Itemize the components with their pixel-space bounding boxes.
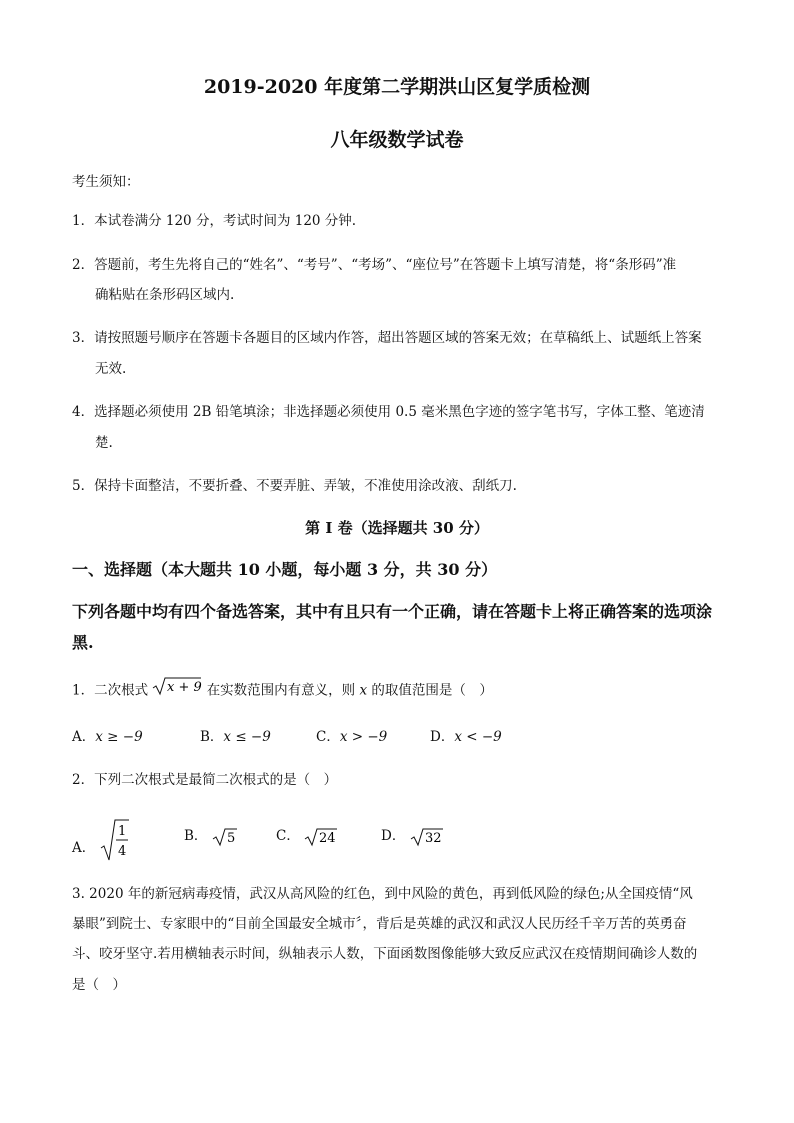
question-1	[72, 678, 493, 704]
q1-radicand: x + 9	[167, 680, 203, 695]
notice-item-4: 4．选择题必须使用 2B 铅笔填涂；非选择题必须使用 0.5 毫米黑色字迹的签字笔书写，字体工整、笔迹清	[72, 404, 705, 420]
section-heading: 一、选择题（本大题共 10 小题，每小题 3 分，共 30 分）	[72, 560, 498, 579]
question-3-line-3: 斗、咬牙坚守.若用横轴表示时间，纵轴表示人数，下面函数图像能够大致反应武汉在疫情期间确诊人数的	[72, 946, 698, 962]
q2-option-c[interactable]: C． 24	[276, 826, 338, 847]
exam-title: 2019-2020 年度第二学期洪山区复学质检测	[203, 76, 591, 98]
question-3-line-2: 暴眼”到院士、专家眼中的“目前全国最安全城市〞，背后是英雄的武汉和武汉人民历经千辛万苦的英勇奋	[72, 916, 687, 932]
q1-radical	[152, 676, 202, 702]
question-3-line-1: 3. 2020 年的新冠病毒疫情，武汉从高风险的红色，到中风险的黄色，再到低风险的绿色;从全国疫情“风	[72, 886, 693, 902]
instruction-line-2: 黑.	[72, 633, 94, 652]
q1-option-c[interactable]: C．x > −9	[316, 729, 388, 745]
q1-option-b[interactable]: B．x ≤ −9	[200, 729, 271, 745]
q2-option-a[interactable]: A． 1 4	[72, 818, 130, 862]
notice-label: 考生须知：	[72, 174, 140, 190]
exam-subtitle: 八年级数学试卷	[330, 129, 464, 151]
q2-option-d[interactable]: D． 32	[381, 826, 444, 847]
notice-item-4-cont: 楚.	[95, 435, 113, 451]
q1-prefix: 1．二次根式	[72, 682, 149, 699]
q2-a-numerator: 1	[117, 824, 126, 839]
sqrt-fraction-icon	[100, 818, 130, 862]
instruction-line-1: 下列各题中均有四个备选答案，其中有且只有一个正确，请在答题卡上将正确答案的选项涂	[72, 602, 713, 621]
part-heading: 第 I 卷（选择题共 30 分）	[305, 519, 489, 537]
q2-d-radicand: 32	[424, 830, 442, 846]
radical-sign-icon	[410, 827, 444, 847]
question-2: 2．下列二次根式是最简二次根式的是（ ）	[72, 772, 338, 788]
radical-sign-icon	[304, 827, 338, 847]
q1-var: x	[359, 682, 368, 699]
notice-item-2-cont: 确粘贴在条形码区域内.	[95, 287, 235, 303]
q2-a-denominator: 4	[117, 844, 126, 859]
notice-item-3-cont: 无效.	[95, 361, 127, 377]
notice-item-5: 5．保持卡面整洁，不要折叠、不要弄脏、弄皱，不准使用涂改液、刮纸刀.	[72, 478, 517, 494]
q1-option-d[interactable]: D．x < −9	[430, 729, 502, 745]
radical-sign-icon	[152, 676, 202, 696]
q2-b-radicand: 5	[226, 830, 235, 846]
q2-option-b[interactable]: B． 5	[184, 826, 238, 847]
q1-option-a[interactable]: A．x ≥ −9	[72, 729, 143, 745]
notice-item-3: 3．请按照题号顺序在答题卡各题目的区域内作答，超出答题区域的答案无效；在草稿纸上、试题纸上答案	[72, 330, 702, 346]
q1-mid: 在实数范围内有意义，则	[206, 682, 356, 699]
question-3-line-4: 是（ ）	[72, 977, 126, 993]
q1-suffix: 的取值范围是（ ）	[371, 682, 493, 699]
radical-sign-icon	[212, 827, 238, 847]
notice-item-2: 2．答题前，考生先将自己的“姓名”、“考号”、“考场”、“座位号”在答题卡上填写清楚，将“条形码”准	[72, 257, 677, 273]
notice-item-1: 1．本试卷满分 120 分，考试时间为 120 分钟.	[72, 213, 357, 229]
q2-c-radicand: 24	[319, 830, 336, 846]
